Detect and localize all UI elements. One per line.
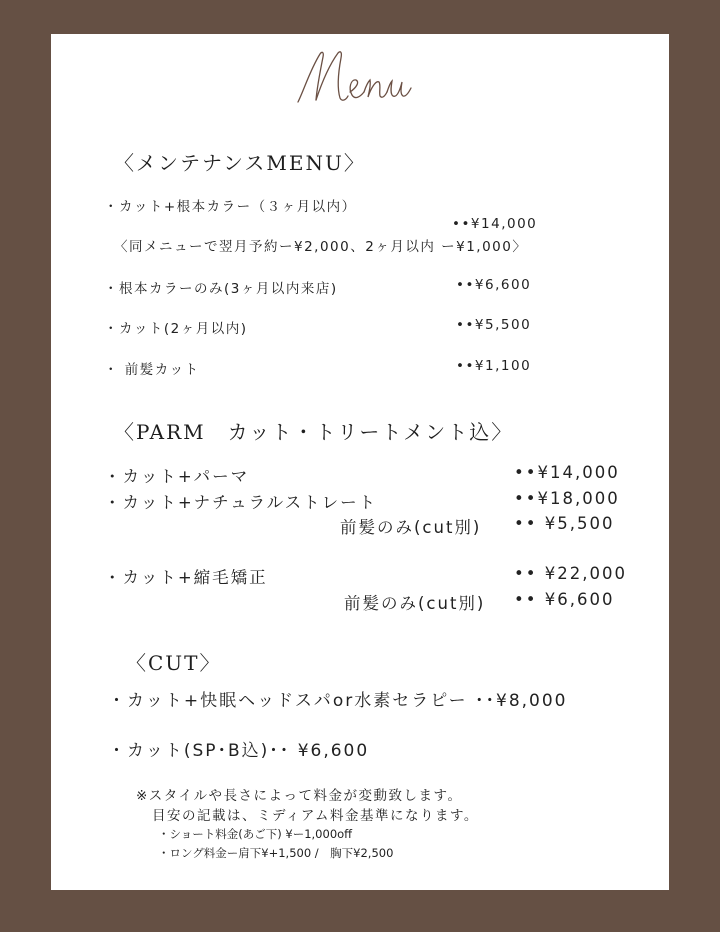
parm-item-straightening: ・カット+縮毛矯正 xyxy=(104,568,268,587)
cut-item-headspa: ・カット+快眠ヘッドスパor水素セラピー ･･¥8,000 xyxy=(108,691,568,711)
maintenance-item-root-color-price: ••¥6,600 xyxy=(456,277,532,293)
cut-item-cut-sp-b: ・カット(SP･B込)･･ ¥6,600 xyxy=(108,741,370,761)
maintenance-item-cut-root-color-price: ••¥14,000 xyxy=(452,216,538,232)
section-heading-parm: 〈PARM カット・トリートメント込〉 xyxy=(114,420,514,444)
note-price-varies: ※スタイルや長さによって料金が変動致します。 xyxy=(136,788,463,804)
parm-item-natural-straight-price: ••¥18,000 xyxy=(514,489,620,508)
note-medium-standard: 目安の記載は、ミディアム料金基準になります。 xyxy=(152,808,479,824)
maintenance-item-bangs-cut-price: ••¥1,100 xyxy=(456,358,532,374)
parm-item-straightening-bangs-price: •• ¥6,600 xyxy=(514,590,615,609)
parm-item-straightening-price: •• ¥22,000 xyxy=(514,564,627,583)
note-short-price: ・ショート料金(あご下) ¥ー1,000off xyxy=(158,827,353,841)
parm-item-natural-straight: ・カット+ナチュラルストレート xyxy=(104,493,378,512)
maintenance-item-cut-root-color-note: 〈同メニューで翌月予約ー¥2,000、2ヶ月以内 ー¥1,000〉 xyxy=(114,239,528,255)
parm-item-natural-straight-bangs: 前髪のみ(cut別) xyxy=(340,518,482,537)
menu-title-logo xyxy=(290,40,415,115)
parm-item-natural-straight-bangs-price: •• ¥5,500 xyxy=(514,514,615,533)
menu-script-title xyxy=(290,40,415,115)
parm-item-cut-perm-price: ••¥14,000 xyxy=(514,463,620,482)
maintenance-item-cut: ・カット(2ヶ月以内) xyxy=(104,321,248,337)
section-heading-cut: 〈CUT〉 xyxy=(126,651,222,675)
maintenance-item-root-color: ・根本カラーのみ(3ヶ月以内来店) xyxy=(104,281,338,297)
parm-item-cut-perm: ・カット+パーマ xyxy=(104,467,250,486)
maintenance-item-cut-root-color: ・カット+根本カラー（３ヶ月以内） xyxy=(104,199,357,215)
maintenance-item-cut-price: ••¥5,500 xyxy=(456,317,532,333)
parm-item-straightening-bangs: 前髪のみ(cut別) xyxy=(344,594,486,613)
maintenance-item-bangs-cut: ・ 前髪カット xyxy=(104,362,200,378)
note-long-price: ・ロング料金ー肩下¥+1,500 / 胸下¥2,500 xyxy=(158,846,394,860)
section-heading-maintenance: 〈メンテナンスMENU〉 xyxy=(114,151,366,175)
